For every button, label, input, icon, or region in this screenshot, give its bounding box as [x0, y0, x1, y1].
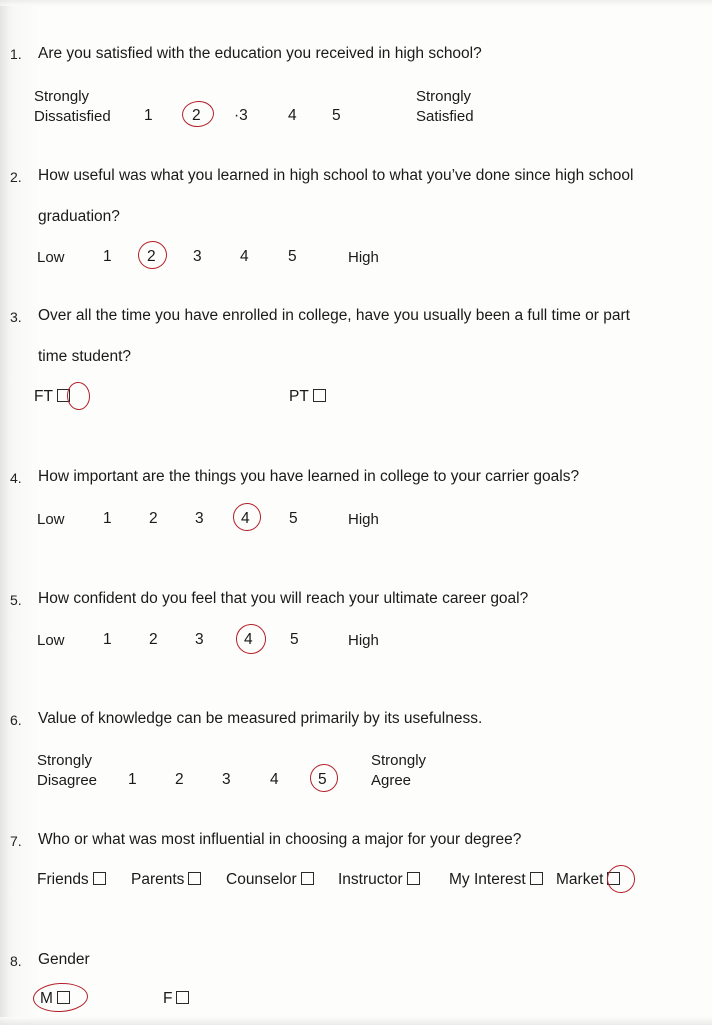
question-1-text: Are you satisfied with the education you received in high school? — [38, 45, 482, 62]
page-top-edge-shadow — [0, 0, 712, 6]
question-4-option-4[interactable]: 4 — [241, 510, 250, 527]
question-2-option-3[interactable]: 3 — [193, 248, 202, 265]
question-5-right-label: High — [348, 632, 379, 649]
question-7-option-friends-label: Friends — [37, 871, 89, 888]
question-5-option-3[interactable]: 3 — [195, 631, 204, 648]
question-6-option-2[interactable]: 2 — [175, 771, 184, 788]
question-7-option-counselor[interactable] — [226, 871, 314, 889]
question-1-option-4[interactable]: 4 — [288, 107, 297, 124]
question-1-right-label-line1: Strongly — [416, 88, 472, 105]
question-7-option-friends[interactable] — [37, 871, 106, 889]
question-2-right-label: High — [348, 249, 379, 266]
question-3-ft-checkbox[interactable] — [57, 389, 70, 402]
question-2-text-line2: graduation? — [38, 208, 120, 225]
question-8-option-m[interactable] — [40, 990, 70, 1008]
question-3-option-pt-label: PT — [289, 388, 309, 405]
question-2-text: How useful was what you learned in high school to what you’ve done since high school — [38, 167, 634, 184]
question-2-number: 2. — [10, 169, 22, 185]
question-4-text: How important are the things you have learned in college to your carrier goals? — [38, 468, 580, 485]
question-1-right-label-line2: Satisfied — [416, 108, 474, 125]
question-7-option-parents-label: Parents — [131, 871, 185, 888]
question-7-option-instructor-label: Instructor — [338, 871, 403, 888]
question-7-option-market[interactable] — [556, 871, 620, 889]
page-bottom-edge-shadow — [0, 1017, 712, 1025]
question-3-option-pt[interactable] — [289, 388, 326, 406]
question-1-option-5[interactable]: 5 — [332, 107, 341, 124]
question-6-option-4[interactable]: 4 — [270, 771, 279, 788]
question-3-pt-checkbox[interactable] — [313, 389, 326, 402]
question-3-number: 3. — [10, 309, 22, 325]
question-8-f-checkbox[interactable] — [176, 991, 189, 1004]
question-5-option-2[interactable]: 2 — [149, 631, 158, 648]
question-7-counselor-checkbox[interactable] — [301, 872, 314, 885]
question-7-option-market-label: Market — [556, 871, 604, 888]
question-1-left-label-line2: Dissatisfied — [34, 108, 111, 125]
question-6-left-label-line2: Disagree — [37, 772, 98, 789]
question-6-left-label-line1: Strongly — [37, 752, 93, 769]
question-8-text: Gender — [38, 951, 90, 968]
page-left-edge-shadow — [0, 0, 9, 1025]
question-6-option-3[interactable]: 3 — [222, 771, 231, 788]
question-5-left-label: Low — [37, 632, 65, 649]
question-4-right-label: High — [348, 511, 379, 528]
question-5-option-5[interactable]: 5 — [290, 631, 299, 648]
question-7-my-interest-checkbox[interactable] — [530, 872, 543, 885]
question-4-left-label: Low — [37, 511, 65, 528]
question-2-option-1[interactable]: 1 — [103, 248, 112, 265]
question-5-option-4[interactable]: 4 — [244, 631, 253, 648]
question-1-left-label-line1: Strongly — [34, 88, 90, 105]
question-8-option-f[interactable] — [163, 990, 189, 1008]
question-7-instructor-checkbox[interactable] — [407, 872, 420, 885]
question-2-left-label: Low — [37, 249, 65, 266]
question-6-option-5[interactable]: 5 — [318, 771, 327, 788]
question-7-text: Who or what was most influential in choosing a major for your degree? — [38, 831, 522, 848]
question-4-number: 4. — [10, 470, 22, 486]
question-6-right-label-line2: Agree — [371, 772, 412, 789]
question-4-option-3[interactable]: 3 — [195, 510, 204, 527]
question-8-option-f-label: F — [163, 990, 173, 1007]
question-1-number: 1. — [10, 46, 22, 62]
question-4-option-1[interactable]: 1 — [103, 510, 112, 527]
question-2-option-4[interactable]: 4 — [240, 248, 249, 265]
question-5-text: How confident do you feel that you will reach your ultimate career goal? — [38, 590, 529, 607]
question-1-option-2[interactable]: 2 — [192, 107, 201, 124]
question-8-option-m-label: M — [40, 990, 53, 1007]
question-7-market-checkbox[interactable] — [607, 872, 620, 885]
question-7-option-instructor[interactable] — [338, 871, 420, 889]
question-7-option-parents[interactable] — [131, 871, 201, 889]
question-7-option-my-interest-label: My Interest — [449, 871, 526, 888]
question-6-right-label-line1: Strongly — [371, 752, 427, 769]
question-2-option-5[interactable]: 5 — [288, 248, 297, 265]
question-7-friends-checkbox[interactable] — [93, 872, 106, 885]
question-6-option-1[interactable]: 1 — [128, 771, 137, 788]
question-8-number: 8. — [10, 953, 22, 969]
question-5-option-1[interactable]: 1 — [103, 631, 112, 648]
question-7-parents-checkbox[interactable] — [188, 872, 201, 885]
question-3-option-ft-label: FT — [34, 388, 53, 405]
question-4-option-2[interactable]: 2 — [149, 510, 158, 527]
question-7-option-my-interest[interactable] — [449, 871, 543, 889]
question-1-option-1[interactable]: 1 — [144, 107, 153, 124]
question-6-text: Value of knowledge can be measured primarily by its usefulness. — [38, 710, 483, 727]
question-4-option-5[interactable]: 5 — [289, 510, 298, 527]
question-3-text: Over all the time you have enrolled in college, have you usually been a full time or part — [38, 307, 630, 324]
question-7-option-counselor-label: Counselor — [226, 871, 297, 888]
question-3-option-ft[interactable] — [34, 388, 70, 406]
question-2-option-2[interactable]: 2 — [147, 248, 156, 265]
question-6-number: 6. — [10, 712, 22, 728]
question-8-m-checkbox[interactable] — [57, 991, 70, 1004]
question-5-number: 5. — [10, 592, 22, 608]
question-7-number: 7. — [10, 833, 22, 849]
question-3-text-line2: time student? — [38, 348, 132, 365]
question-1-option-3[interactable]: ·3 — [234, 107, 248, 124]
